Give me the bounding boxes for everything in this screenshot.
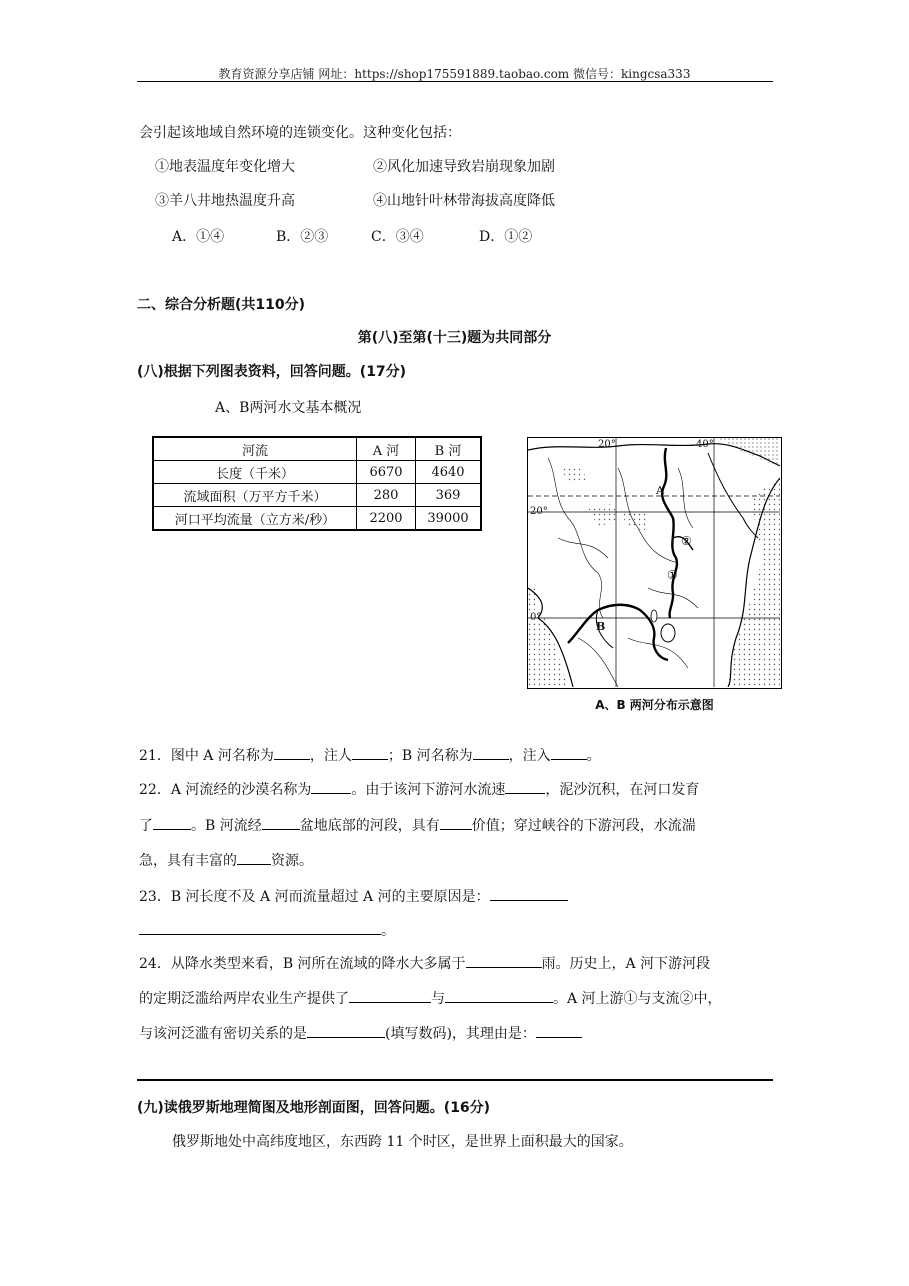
section-divider bbox=[137, 1079, 773, 1081]
river-map bbox=[527, 437, 782, 689]
cell-b: 4640 bbox=[416, 461, 482, 484]
prev-item-4: ④山地针叶林带海拔高度降低 bbox=[373, 193, 555, 209]
label-river-a: A bbox=[656, 484, 664, 497]
question-23: 23．B 河长度不及 A 河而流量超过 A 河的主要原因是： bbox=[139, 886, 568, 906]
answer-blank[interactable] bbox=[311, 779, 351, 794]
question-22-line-3: 急，具有丰富的 资源。 bbox=[139, 850, 313, 870]
row-label: 流域面积（万平方千米） bbox=[153, 484, 357, 507]
option-d: D．①② bbox=[479, 229, 533, 245]
question-24-line-1: 24．从降水类型来看，B 河所在流域的降水大多属于 雨。历史上，A 河下游河段 bbox=[139, 953, 710, 973]
option-b: B．②③ bbox=[276, 229, 329, 245]
question-24-line-3: 与该河泛滥有密切关系的是 (填写数码)，其理由是： bbox=[139, 1023, 582, 1043]
map-caption: A、B 两河分布示意图 bbox=[595, 698, 714, 712]
label-river-b: B bbox=[596, 620, 606, 633]
marker-2: ② bbox=[681, 534, 692, 548]
question-22-line-2: 了 。B 河流经 盆地底部的河段，具有 价值；穿过峡谷的下游河段，水流湍 bbox=[139, 815, 696, 835]
prev-question-stem: 会引起该地域自然环境的连锁变化。这种变化包括： bbox=[139, 125, 461, 141]
lat-label-20-top: 20° bbox=[598, 439, 616, 450]
row-label: 长度（千米） bbox=[153, 461, 357, 484]
answer-blank[interactable] bbox=[274, 745, 310, 760]
lat-label-0: 0° bbox=[530, 612, 542, 623]
cell-b: 369 bbox=[416, 484, 482, 507]
answer-blank[interactable] bbox=[490, 886, 568, 901]
option-a: A．①④ bbox=[172, 229, 225, 245]
answer-blank[interactable] bbox=[352, 745, 388, 760]
question-9-title: (九)读俄罗斯地理简图及地形剖面图，回答问题。(16分) bbox=[137, 1100, 491, 1116]
answer-blank[interactable] bbox=[307, 1023, 385, 1038]
answer-blank[interactable] bbox=[139, 920, 381, 935]
question-22-line-1: 22．A 河流经的沙漠名称为 。由于该河下游河水流速 ，泥沙沉积，在河口发育 bbox=[139, 779, 699, 799]
prev-item-3: ③羊八井地热温度升高 bbox=[155, 193, 295, 209]
cell-b: 39000 bbox=[416, 507, 482, 531]
table-row bbox=[153, 461, 481, 484]
answer-blank[interactable] bbox=[505, 779, 545, 794]
river-map-drawing bbox=[528, 438, 780, 687]
prev-item-2: ②风化加速导致岩崩现象加剧 bbox=[373, 159, 555, 175]
header-rule bbox=[137, 81, 773, 82]
question-8-title: (八)根据下列图表资料，回答问题。(17分) bbox=[137, 364, 407, 380]
section-title: 二、综合分析题(共110分) bbox=[137, 297, 306, 313]
answer-blank[interactable] bbox=[440, 815, 472, 830]
answer-blank[interactable] bbox=[551, 745, 587, 760]
lat-label-20: 20° bbox=[530, 506, 548, 517]
answer-blank[interactable] bbox=[349, 988, 431, 1003]
marker-1: ① bbox=[667, 568, 678, 582]
page-header: 教育资源分享店铺 网址：https://shop175591889.taobao.com 微信号：kingcsa333 bbox=[218, 67, 691, 81]
answer-blank[interactable] bbox=[237, 850, 271, 865]
cell-a: 2200 bbox=[357, 507, 416, 531]
row-label: 河口平均流量（立方米/秒） bbox=[153, 507, 357, 531]
common-part-note: 第(八)至第(十三)题为共同部分 bbox=[357, 330, 552, 346]
prev-item-1: ①地表温度年变化增大 bbox=[155, 159, 295, 175]
lon-label-40: 40° bbox=[696, 439, 714, 450]
header-river-a: A 河 bbox=[357, 437, 416, 461]
question-21: 21．图中 A 河名称为 ，注人 ；B 河名称为 ，注入 。 bbox=[139, 745, 601, 765]
question-9-intro: 俄罗斯地处中高纬度地区，东西跨 11 个时区，是世界上面积最大的国家。 bbox=[172, 1134, 633, 1150]
answer-blank[interactable] bbox=[473, 745, 509, 760]
answer-blank[interactable] bbox=[536, 1023, 582, 1038]
header-river-b: B 河 bbox=[416, 437, 482, 461]
table-header-row bbox=[153, 437, 481, 461]
question-24-line-2: 的定期泛滥给两岸农业生产提供了 与 。A 河上游①与支流②中， bbox=[139, 988, 722, 1008]
question-23-continued: 。 bbox=[139, 920, 395, 940]
answer-blank[interactable] bbox=[466, 953, 542, 968]
answer-blank[interactable] bbox=[445, 988, 553, 1003]
cell-a: 6670 bbox=[357, 461, 416, 484]
table-row bbox=[153, 507, 481, 531]
table-caption: A、B两河水文基本概况 bbox=[215, 400, 362, 416]
cell-a: 280 bbox=[357, 484, 416, 507]
answer-blank[interactable] bbox=[262, 815, 300, 830]
option-c: C．③④ bbox=[371, 229, 424, 245]
table-row bbox=[153, 484, 481, 507]
header-river: 河流 bbox=[153, 437, 357, 461]
hydrology-table bbox=[152, 436, 482, 531]
answer-blank[interactable] bbox=[153, 815, 191, 830]
